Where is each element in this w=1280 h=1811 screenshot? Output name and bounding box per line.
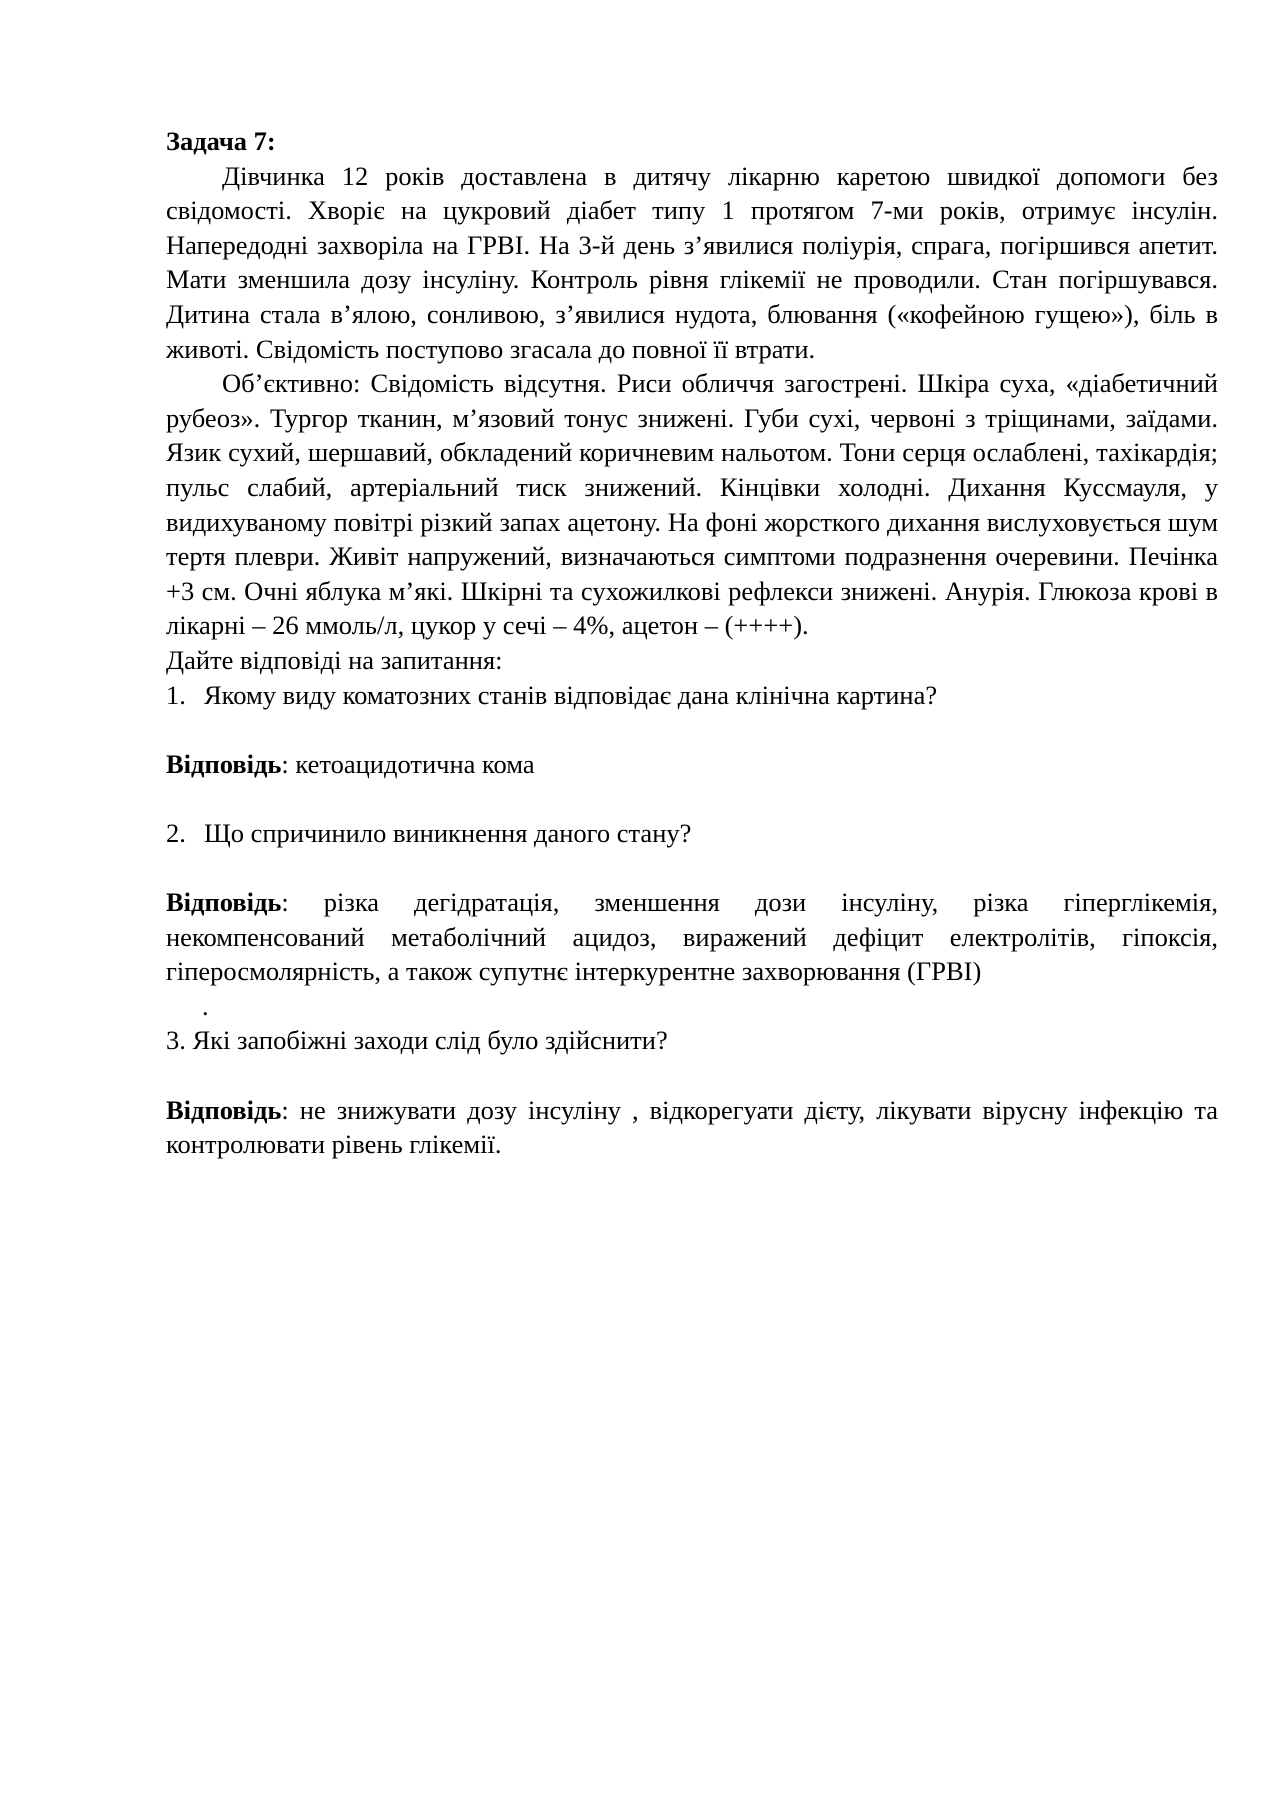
- answer-1: [166, 747, 1218, 782]
- question-2-text: Що спричинило виникнення даного стану?: [204, 817, 692, 848]
- task-title: Задача 7:: [166, 126, 276, 156]
- answer-2-text: : різка дегідратація, зменшення дози інсуліну, різка гіперглікемія, некомпенсований метаболічний ацидоз, виражений дефіцит електролітів, гіпоксія, гіперосмолярність, а також супутнє інтеркурентне захворювання (ГРВІ): [166, 887, 1218, 987]
- answer-2-label: Відповідь: [166, 887, 282, 918]
- spacer: [166, 1058, 1218, 1093]
- answer-3-text: : не знижувати дозу інсуліну , відкорегуати дієту, лікувати вірусну інфекцію та контролювати рівень глікемії.: [166, 1094, 1218, 1160]
- question-3: [166, 1023, 1218, 1058]
- stray-dot: .: [202, 990, 209, 1021]
- question-2-number: 2.: [166, 817, 186, 848]
- question-3-text: Які запобіжні заходи слід було здійснити?: [192, 1025, 668, 1056]
- answer-1-label: Відповідь: [166, 748, 282, 779]
- question-1: [166, 678, 1218, 713]
- question-1-text: Якому виду коматозних станів відповідає дана клінічна картина?: [204, 679, 938, 710]
- question-3-number: 3.: [166, 1025, 186, 1056]
- question-2: [166, 816, 1218, 851]
- answer-2: [166, 885, 1218, 989]
- question-1-number: 1.: [166, 679, 186, 710]
- case-description: Дівчинка 12 років доставлена в дитячу лікарню каретою швидкої допомоги без свідомості. Хворіє на цукровий діабет типу 1 протягом 7-ми років, отримує інсулін. Напередодні захворіла на ГРВІ. На 3-й день з’явилися поліурія, спрага, погіршився апетит. Мати зменшила дозу інсуліну. Контроль рівня глікемії не проводили. Стан погіршувався. Дитина стала в’ялою, сонливою, з’явилися нудота, блювання («кофейною гущею»), біль в животі. Свідомість поступово згасала до повної її втрати.: [166, 160, 1218, 364]
- answer-3: [166, 1093, 1218, 1162]
- answer-1-text: : кетоацидотична кома: [281, 748, 535, 779]
- answer-3-label: Відповідь: [166, 1094, 282, 1125]
- document-page: [166, 124, 1218, 1162]
- spacer: [166, 850, 1218, 885]
- spacer: [166, 712, 1218, 747]
- instruction-text: Дайте відповіді на запитання:: [166, 644, 503, 675]
- objective-findings: Об’єктивно: Свідомість відсутня. Риси обличчя загострені. Шкіра суха, «діабетичний рубеоз». Тургор тканин, м’язовий тонус знижені. Губи сухі, червоні з тріщинами, заїдами. Язик сухий, шершавий, обкладений коричневим нальотом. Тони серця ослаблені, тахікардія; пульс слабий, артеріальний тиск знижений. Кінцівки холодні. Дихання Куссмауля, у видихуваному повітрі різкий запах ацетону. На фоні жорсткого дихання вислуховується шум тертя плеври. Живіт напружений, визначаються симптоми подразнення очеревини. Печінка +3 см. Очні яблука м’які. Шкірні та сухожилкові рефлекси знижені. Анурія. Глюкоза крові в лікарні – 26 ммоль/л, цукор у сечі – 4%, ацетон – (++++).: [166, 368, 1218, 641]
- spacer: [166, 781, 1218, 816]
